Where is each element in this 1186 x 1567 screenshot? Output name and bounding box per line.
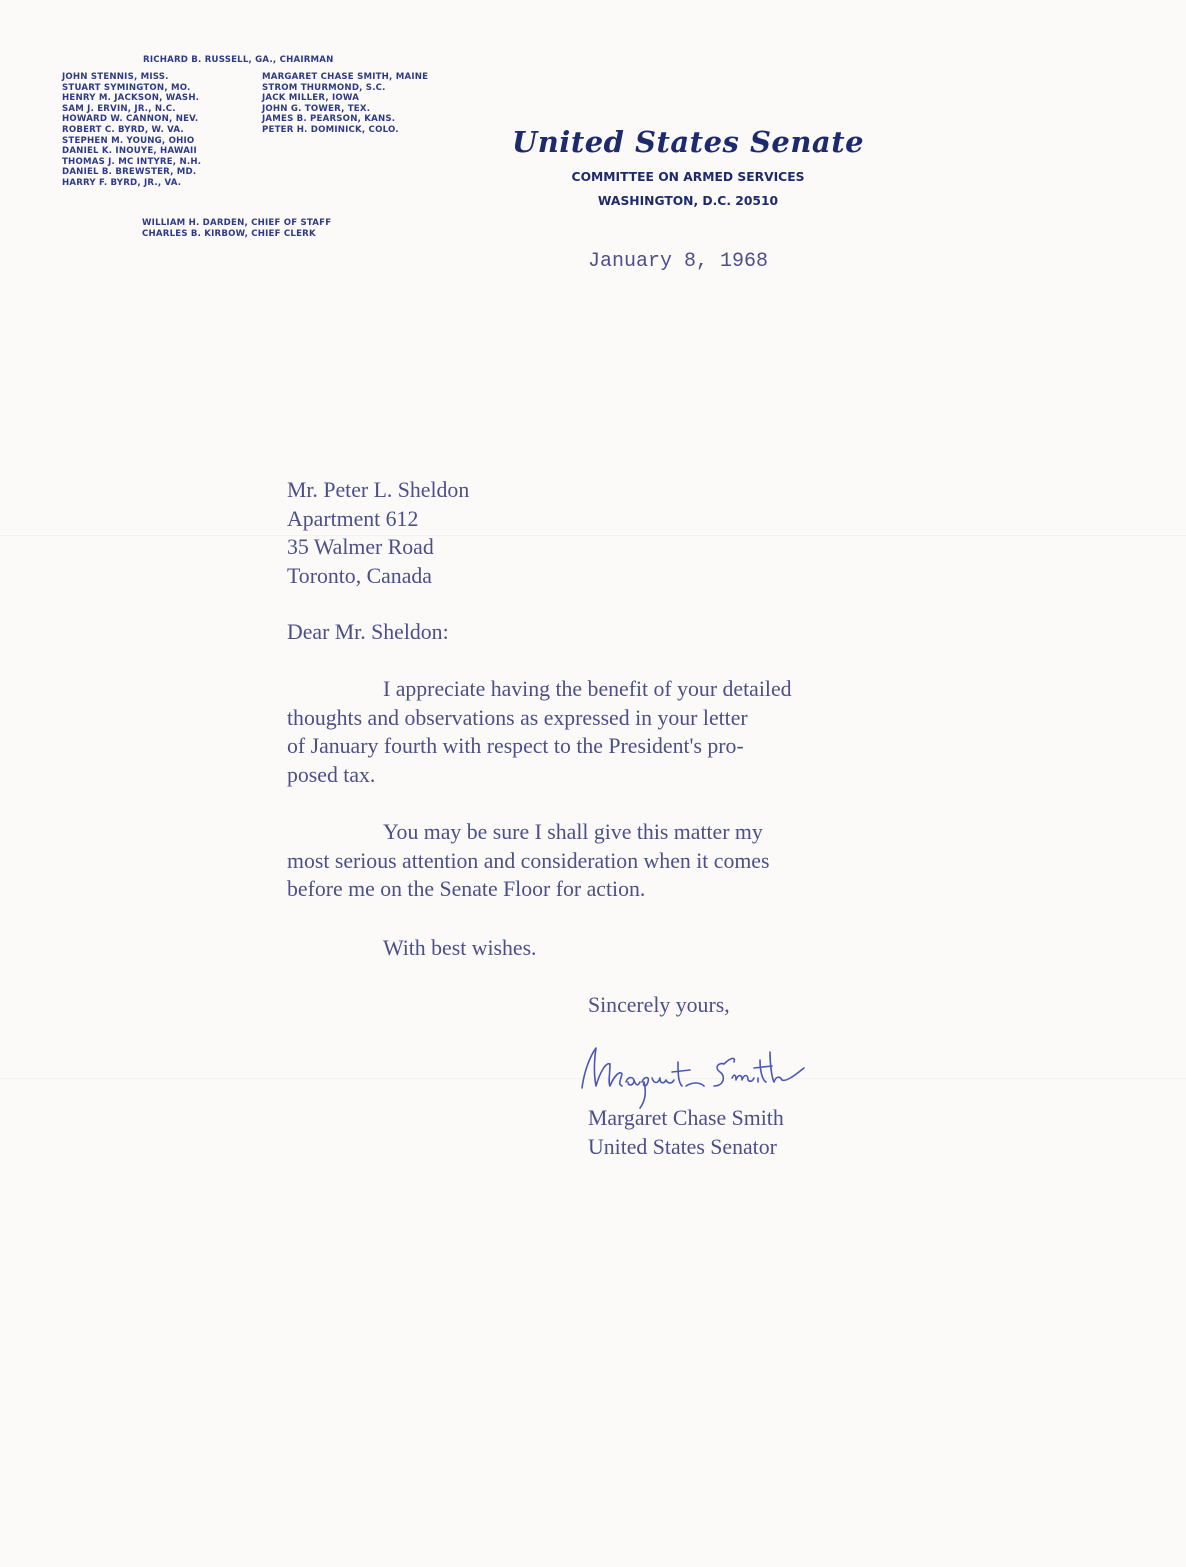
member: HENRY M. JACKSON, WASH. bbox=[62, 93, 200, 104]
paragraph-line: You may be sure I shall give this matter my bbox=[383, 820, 763, 844]
signer-title: United States Senator bbox=[588, 1134, 777, 1159]
member: JACK MILLER, IOWA bbox=[262, 93, 360, 104]
paragraph-line: thoughts and observations as expressed in your letter bbox=[287, 705, 748, 730]
paragraph-line: before me on the Senate Floor for action. bbox=[287, 877, 646, 902]
address-line: Toronto, Canada bbox=[287, 563, 432, 588]
member: HARRY F. BYRD, JR., VA. bbox=[62, 177, 182, 188]
paragraph-line: I appreciate having the benefit of your detailed bbox=[383, 677, 792, 701]
address-line: 35 Walmer Road bbox=[287, 535, 434, 560]
body-paragraph-2 bbox=[287, 818, 769, 904]
staff-member: WILLIAM H. DARDEN, CHIEF OF STAFF bbox=[142, 218, 332, 228]
signer-name-text: Margaret Chase Smith bbox=[588, 1106, 784, 1130]
fold-line-top bbox=[0, 535, 1186, 537]
member: JAMES B. PEARSON, KANS. bbox=[262, 114, 396, 125]
letterhead-staff bbox=[142, 218, 331, 239]
member: THOMAS J. MC INTYRE, N.H. bbox=[62, 156, 202, 167]
address-line: Apartment 612 bbox=[287, 506, 419, 531]
member: STUART SYMINGTON, MO. bbox=[62, 82, 191, 93]
letterhead-members-left bbox=[62, 72, 201, 189]
letterhead-address: WASHINGTON, D.C. 20510 bbox=[597, 194, 779, 208]
letterhead-title: United States Senate bbox=[511, 125, 865, 159]
paragraph-line: most serious attention and consideration when it comes bbox=[287, 848, 770, 873]
member: SAM J. ERVIN, JR., N.C. bbox=[62, 103, 176, 114]
recipient-address bbox=[287, 476, 469, 590]
member: HOWARD W. CANNON, NEV. bbox=[62, 114, 199, 125]
letterhead-chairman: RICHARD B. RUSSELL, GA., CHAIRMAN bbox=[143, 55, 334, 65]
letterhead-members-right bbox=[262, 72, 428, 136]
member: STROM THURMOND, S.C. bbox=[262, 82, 386, 93]
closing-wish: With best wishes. bbox=[383, 936, 537, 960]
member: DANIEL B. BREWSTER, MD. bbox=[62, 167, 197, 178]
member: JOHN STENNIS, MISS. bbox=[62, 72, 169, 82]
member: DANIEL K. INOUYE, HAWAII bbox=[62, 146, 197, 157]
address-line: Mr. Peter L. Sheldon bbox=[287, 478, 470, 502]
body-paragraph-1 bbox=[287, 675, 792, 789]
signature-icon bbox=[574, 1042, 874, 1112]
closing: Sincerely yours, bbox=[588, 993, 730, 1017]
member: JOHN G. TOWER, TEX. bbox=[262, 103, 371, 114]
staff-member: CHARLES B. KIRBOW, CHIEF CLERK bbox=[142, 228, 316, 239]
letter-date: January 8, 1968 bbox=[588, 250, 769, 273]
member: PETER H. DOMINICK, COLO. bbox=[262, 124, 399, 135]
signer-name bbox=[588, 1104, 784, 1161]
member: ROBERT C. BYRD, W. VA. bbox=[62, 124, 184, 135]
letterhead-committee: COMMITTEE ON ARMED SERVICES bbox=[571, 170, 805, 184]
member: STEPHEN M. YOUNG, OHIO bbox=[62, 135, 195, 146]
paragraph-line: posed tax. bbox=[287, 762, 376, 787]
paragraph-line: of January fourth with respect to the President's pro- bbox=[287, 734, 744, 759]
member: MARGARET CHASE SMITH, MAINE bbox=[262, 72, 429, 82]
salutation: Dear Mr. Sheldon: bbox=[287, 620, 449, 644]
